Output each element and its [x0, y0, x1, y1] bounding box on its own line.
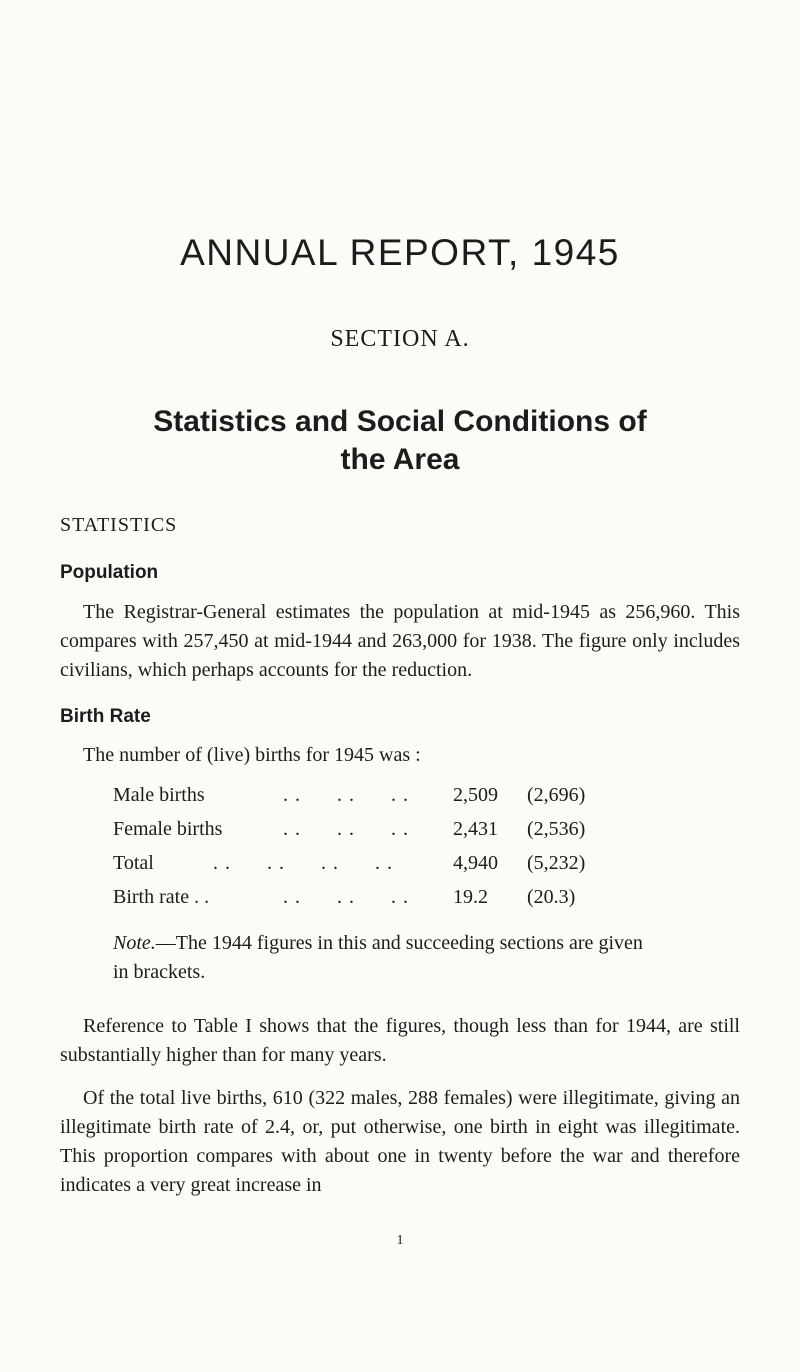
page-number: 1	[396, 1233, 404, 1248]
leader-dots: . . . . . . . .	[213, 852, 393, 874]
row-value: 2,431	[453, 818, 498, 840]
population-heading: Population	[60, 562, 159, 583]
table-row	[113, 886, 673, 920]
row-label: Male births	[113, 784, 205, 806]
row-value-1944: (5,232)	[527, 852, 586, 874]
statistics-heading: STATISTICS	[60, 514, 178, 536]
births-intro: The number of (live) births for 1945 was :	[83, 744, 421, 766]
report-title: ANNUAL REPORT, 1945	[180, 232, 620, 273]
main-title-line-2: the Area	[340, 443, 460, 476]
births-table	[113, 784, 673, 920]
leader-dots: . . . . . .	[283, 784, 409, 806]
row-label: Female births	[113, 818, 223, 840]
row-value: 19.2	[453, 886, 488, 908]
main-title-line-1: Statistics and Social Conditions of	[153, 405, 647, 438]
note	[113, 929, 653, 987]
table-row	[113, 852, 673, 886]
birth-rate-heading: Birth Rate	[60, 706, 151, 727]
note-text: —The 1944 figures in this and succeeding sections are given in brackets.	[113, 932, 643, 983]
population-paragraph: The Registrar-General estimates the population at mid-1945 as 256,960. This compares with 257,450 at mid-1944 and 263,000 for 1938. The figure only includes civilians, which perhaps accounts for the reduction.	[60, 601, 740, 681]
row-label: Total	[113, 852, 154, 874]
row-label: Birth rate . .	[113, 886, 210, 908]
section-title: SECTION A.	[330, 326, 470, 352]
reference-paragraph: Reference to Table I shows that the figures, though less than for 1944, are still substantially higher than for many years.	[60, 1015, 740, 1066]
leader-dots: . . . . . .	[283, 886, 409, 908]
row-value-1944: (2,536)	[527, 818, 586, 840]
table-row	[113, 818, 673, 852]
illegitimate-paragraph: Of the total live births, 610 (322 males, 288 females) were illegitimate, giving an illegitimate birth rate of 2.4, or, put otherwise, one birth in eight was illegitimate. This proportion compares with about one in twenty before the war and therefore indicates a very great increase in	[60, 1087, 740, 1196]
main-title	[0, 403, 800, 479]
row-value-1944: (2,696)	[527, 784, 586, 806]
note-prefix: Note.	[113, 932, 156, 954]
row-value: 4,940	[453, 852, 498, 874]
row-value-1944: (20.3)	[527, 886, 576, 908]
leader-dots: . . . . . .	[283, 818, 409, 840]
table-row	[113, 784, 673, 818]
row-value: 2,509	[453, 784, 498, 806]
